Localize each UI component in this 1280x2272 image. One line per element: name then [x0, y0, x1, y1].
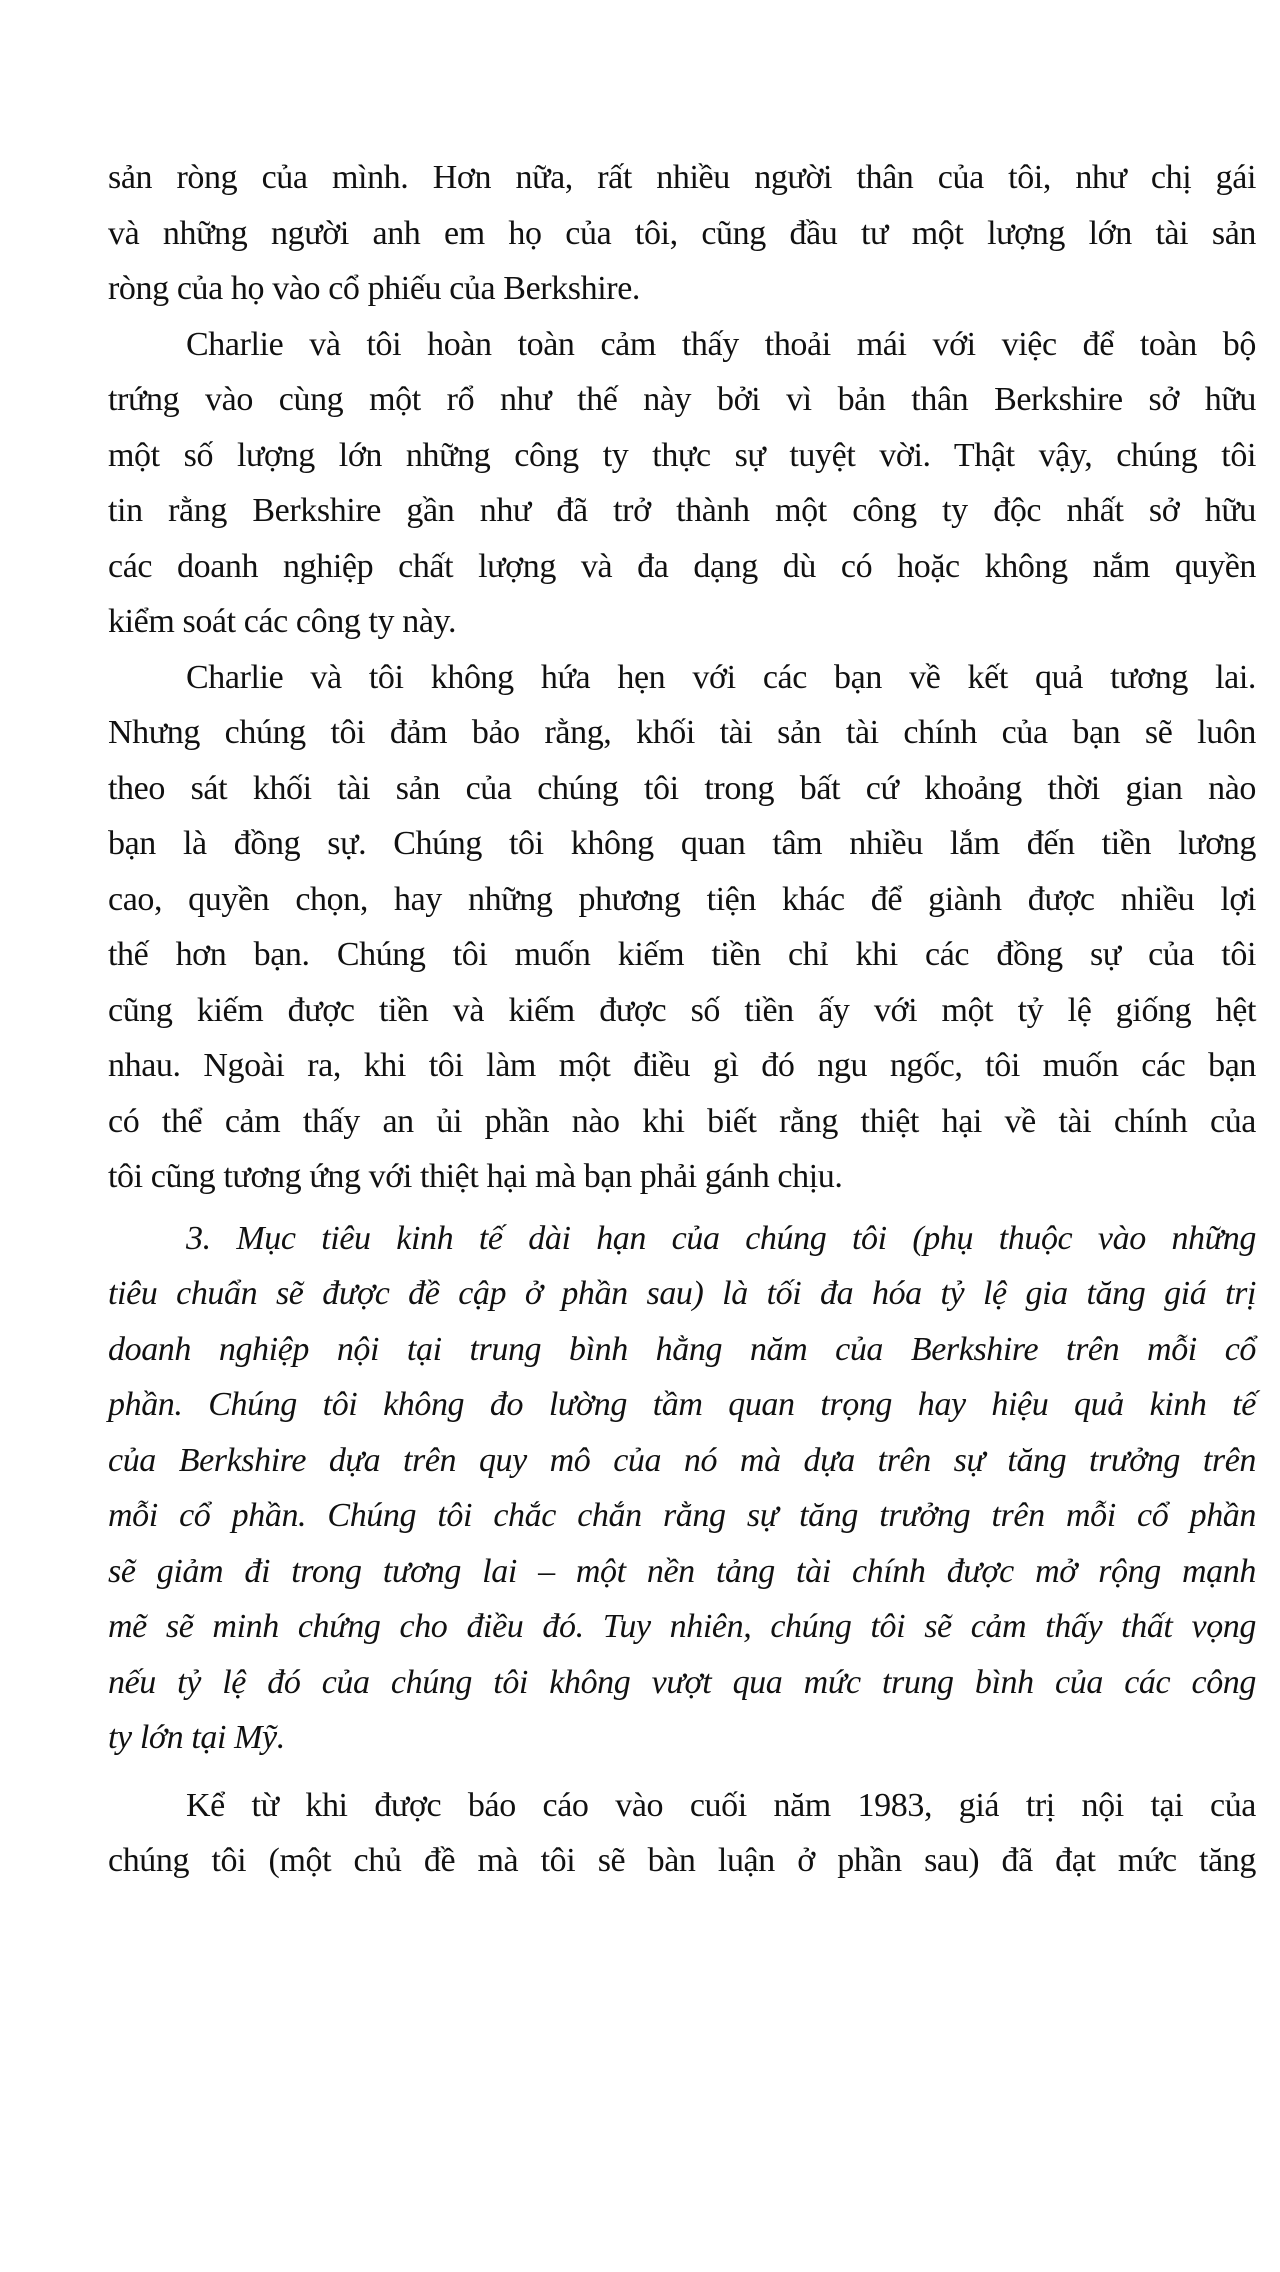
text-line: doanh nghiệp nội tại trung bình hằng năm của Berkshire trên mỗi cổ	[108, 1330, 1256, 1368]
text-line: của Berkshire dựa trên quy mô của nó mà dựa trên sự tăng trưởng trên	[108, 1441, 1256, 1479]
text-line: sản ròng của mình. Hơn nữa, rất nhiều người thân của tôi, như chị gái	[108, 159, 1256, 196]
text-line: bạn là đồng sự. Chúng tôi không quan tâm nhiều lắm đến tiền lương	[108, 825, 1256, 862]
text-line: ty lớn tại Mỹ.	[108, 1719, 285, 1756]
text-line: Nhưng chúng tôi đảm bảo rằng, khối tài sản tài chính của bạn sẽ luôn	[108, 714, 1256, 751]
text-line: trứng vào cùng một rổ như thế này bởi vì bản thân Berkshire sở hữu	[108, 381, 1256, 418]
text-line: cũng kiếm được tiền và kiếm được số tiền ấy với một tỷ lệ giống hệt	[108, 991, 1256, 1029]
text-line: cao, quyền chọn, hay những phương tiện khác để giành được nhiều lợi	[108, 880, 1256, 918]
paragraph-continuation	[108, 150, 1256, 317]
text-line: Charlie và tôi hoàn toàn cảm thấy thoải mái với việc để toàn bộ	[186, 325, 1256, 363]
text-line: và những người anh em họ của tôi, cũng đầu tư một lượng lớn tài sản	[108, 214, 1256, 252]
text-line: tin rằng Berkshire gần như đã trở thành một công ty độc nhất sở hữu	[108, 492, 1256, 529]
text-line: mẽ sẽ minh chứng cho điều đó. Tuy nhiên, chúng tôi sẽ cảm thấy thất vọng	[108, 1608, 1256, 1645]
text-line: Kể từ khi được báo cáo vào cuối năm 1983, giá trị nội tại của	[186, 1786, 1256, 1824]
text-line: phần. Chúng tôi không đo lường tầm quan trọng hay hiệu quả kinh tế	[108, 1386, 1256, 1423]
text-line: có thể cảm thấy an ủi phần nào khi biết rằng thiệt hại về tài chính của	[108, 1102, 1256, 1140]
text-line: một số lượng lớn những công ty thực sự tuyệt vời. Thật vậy, chúng tôi	[108, 436, 1256, 474]
paragraph-since-1983	[108, 1778, 1256, 1889]
book-page	[108, 150, 1256, 1889]
principle-3-block	[108, 1211, 1256, 1766]
text-line: theo sát khối tài sản của chúng tôi trong bất cứ khoảng thời gian nào	[108, 769, 1256, 807]
text-line: ròng của họ vào cổ phiếu của Berkshire.	[108, 270, 640, 307]
text-line: tôi cũng tương ứng với thiệt hại mà bạn phải gánh chịu.	[108, 1158, 843, 1195]
text-line: kiểm soát các công ty này.	[108, 603, 457, 640]
paragraph-no-promises	[108, 650, 1256, 1205]
text-line: nếu tỷ lệ đó của chúng tôi không vượt qua mức trung bình của các công	[108, 1663, 1256, 1701]
text-line: 3. Mục tiêu kinh tế dài hạn của chúng tôi (phụ thuộc vào những	[186, 1219, 1256, 1257]
text-line: chúng tôi (một chủ đề mà tôi sẽ bàn luận ở phần sau) đã đạt mức tăng	[108, 1842, 1256, 1879]
text-line: mỗi cổ phần. Chúng tôi chắc chắn rằng sự tăng trưởng trên mỗi cổ phần	[108, 1497, 1256, 1534]
paragraph-eggs-in-one-basket	[108, 317, 1256, 650]
text-line: tiêu chuẩn sẽ được đề cập ở phần sau) là tối đa hóa tỷ lệ gia tăng giá trị	[108, 1275, 1256, 1312]
text-line: Charlie và tôi không hứa hẹn với các bạn về kết quả tương lai.	[186, 658, 1256, 696]
text-line: nhau. Ngoài ra, khi tôi làm một điều gì đó ngu ngốc, tôi muốn các bạn	[108, 1047, 1256, 1084]
text-line: thế hơn bạn. Chúng tôi muốn kiếm tiền chỉ khi các đồng sự của tôi	[108, 936, 1256, 973]
text-line: các doanh nghiệp chất lượng và đa dạng dù có hoặc không nắm quyền	[108, 547, 1256, 585]
text-line: sẽ giảm đi trong tương lai – một nền tảng tài chính được mở rộng mạnh	[108, 1552, 1256, 1590]
